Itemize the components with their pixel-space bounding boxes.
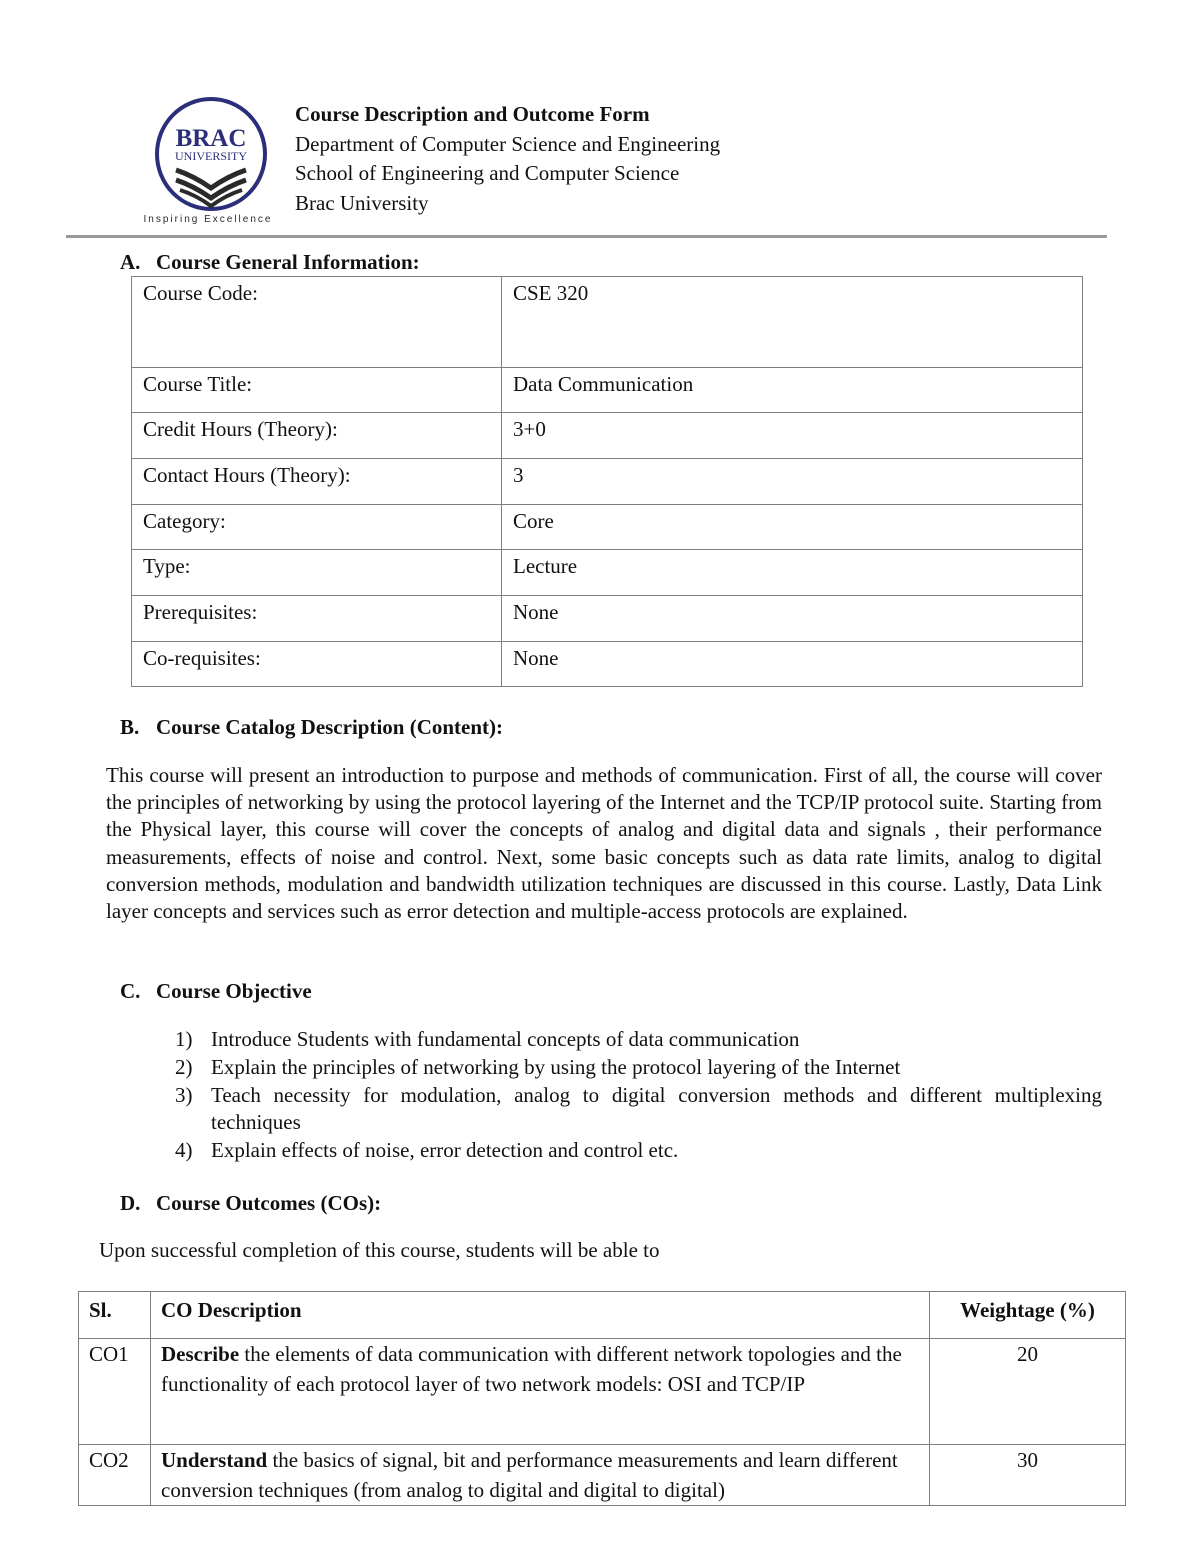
objective-text: Introduce Students with fundamental concepts of data communication — [211, 1027, 800, 1051]
university-name: Brac University — [295, 191, 429, 215]
co-row — [79, 1445, 1126, 1506]
brac-logo-emblem — [136, 96, 282, 226]
section-c-heading — [120, 978, 312, 1004]
header-divider — [66, 235, 1107, 238]
co-row — [79, 1339, 1126, 1445]
info-key: Co-requisites: — [132, 642, 502, 687]
co-sl: CO1 — [79, 1339, 151, 1445]
info-key: Course Title: — [132, 368, 502, 413]
section-c-title: Course Objective — [156, 979, 312, 1003]
co-header-row — [79, 1292, 1126, 1339]
objective-number: 4) — [175, 1138, 193, 1163]
section-a-heading — [120, 249, 420, 275]
info-value: CSE 320 — [502, 277, 1083, 368]
info-row-course-code — [132, 277, 1083, 368]
catalog-description: This course will present an introduction to purpose and methods of communication. First of all, the course will cover the principles of networking by using the protocol layering of the Internet and the TCP/IP protocol suite. Starting from the Physical layer, this course will cover the concepts of analog and digital data and signals , their performance measurements, effects of noise and control. Next, some basic concepts such as data rate limits, analog to digital conversion methods, modulation and bandwidth utilization techniques are discussed in this course. Lastly, Data Link layer concepts and services such as error detection and multiple-access protocols are explained. — [106, 763, 1102, 924]
co-weightage: 30 — [930, 1445, 1126, 1506]
info-row-course-title — [132, 368, 1083, 413]
co-text: the basics of signal, bit and performance measurements and learn different conversion techniques (from analog to digital and digital to digital) — [161, 1448, 898, 1502]
objective-text: Teach necessity for modulation, analog to digital conversion methods and different multiplexing techniques — [211, 1082, 1102, 1135]
info-key: Credit Hours (Theory): — [132, 413, 502, 459]
info-key: Prerequisites: — [132, 596, 502, 642]
section-a-label: A. — [120, 250, 141, 274]
section-d-label: D. — [120, 1191, 141, 1215]
logo-tagline: Inspiring Excellence — [143, 214, 273, 225]
info-row-type — [132, 550, 1083, 596]
info-value: Data Communication — [502, 368, 1083, 413]
section-d-title: Course Outcomes (COs): — [156, 1191, 382, 1215]
section-c-label: C. — [120, 979, 141, 1003]
objective-item — [175, 1137, 1102, 1165]
info-row-prerequisites — [132, 596, 1083, 642]
objective-item — [175, 1082, 1102, 1138]
school-name: School of Engineering and Computer Science — [295, 161, 680, 185]
column-header-co-description: CO Description — [151, 1292, 930, 1339]
brac-university-logo — [136, 96, 282, 226]
co-description — [151, 1339, 930, 1445]
co-verb: Understand — [161, 1448, 268, 1472]
co-sl: CO2 — [79, 1445, 151, 1506]
objective-item — [175, 1054, 1102, 1082]
info-row-credit-hours — [132, 413, 1083, 459]
info-value: None — [502, 642, 1083, 687]
section-b-label: B. — [120, 715, 140, 739]
info-key: Category: — [132, 505, 502, 550]
info-key: Contact Hours (Theory): — [132, 459, 502, 505]
info-value: Lecture — [502, 550, 1083, 596]
co-text: the elements of data communication with different network topologies and the functionality of each protocol layer of two network models: OSI and TCP/IP — [161, 1342, 902, 1396]
objective-text: Explain the principles of networking by using the protocol layering of the Internet — [211, 1054, 901, 1079]
column-header-weightage: Weightage (%) — [930, 1292, 1126, 1339]
co-weightage: 20 — [930, 1339, 1126, 1445]
column-header-sl: Sl. — [79, 1292, 151, 1339]
info-row-contact-hours — [132, 459, 1083, 505]
info-key: Course Code: — [132, 277, 502, 368]
info-value: None — [502, 596, 1083, 642]
objective-number: 2) — [175, 1054, 193, 1079]
section-a-title: Course General Information: — [156, 250, 420, 274]
department-name: Department of Computer Science and Engineering — [295, 132, 721, 156]
info-value: 3 — [502, 459, 1083, 505]
objective-number: 3) — [175, 1082, 193, 1107]
objective-item — [175, 1026, 1102, 1054]
info-row-corequisites — [132, 642, 1083, 687]
section-d-heading — [120, 1190, 381, 1216]
form-title: Course Description and Outcome Form — [295, 102, 650, 126]
info-key: Type: — [132, 550, 502, 596]
logo-sub: UNIVERSITY — [175, 149, 247, 163]
course-outcomes-table — [78, 1291, 1126, 1506]
course-objectives-list — [175, 1026, 1102, 1165]
course-general-info-table — [131, 276, 1083, 687]
section-b-heading — [120, 714, 503, 740]
objective-number: 1) — [175, 1027, 193, 1051]
info-value: 3+0 — [502, 413, 1083, 459]
co-verb: Describe — [161, 1342, 240, 1366]
info-value: Core — [502, 505, 1083, 550]
section-b-title: Course Catalog Description (Content): — [156, 715, 504, 739]
objective-text: Explain effects of noise, error detection and control etc. — [211, 1138, 679, 1163]
outcomes-intro: Upon successful completion of this course, students will be able to — [99, 1238, 660, 1262]
logo-name: BRAC — [175, 125, 247, 152]
co-description — [151, 1445, 930, 1506]
info-row-category — [132, 505, 1083, 550]
